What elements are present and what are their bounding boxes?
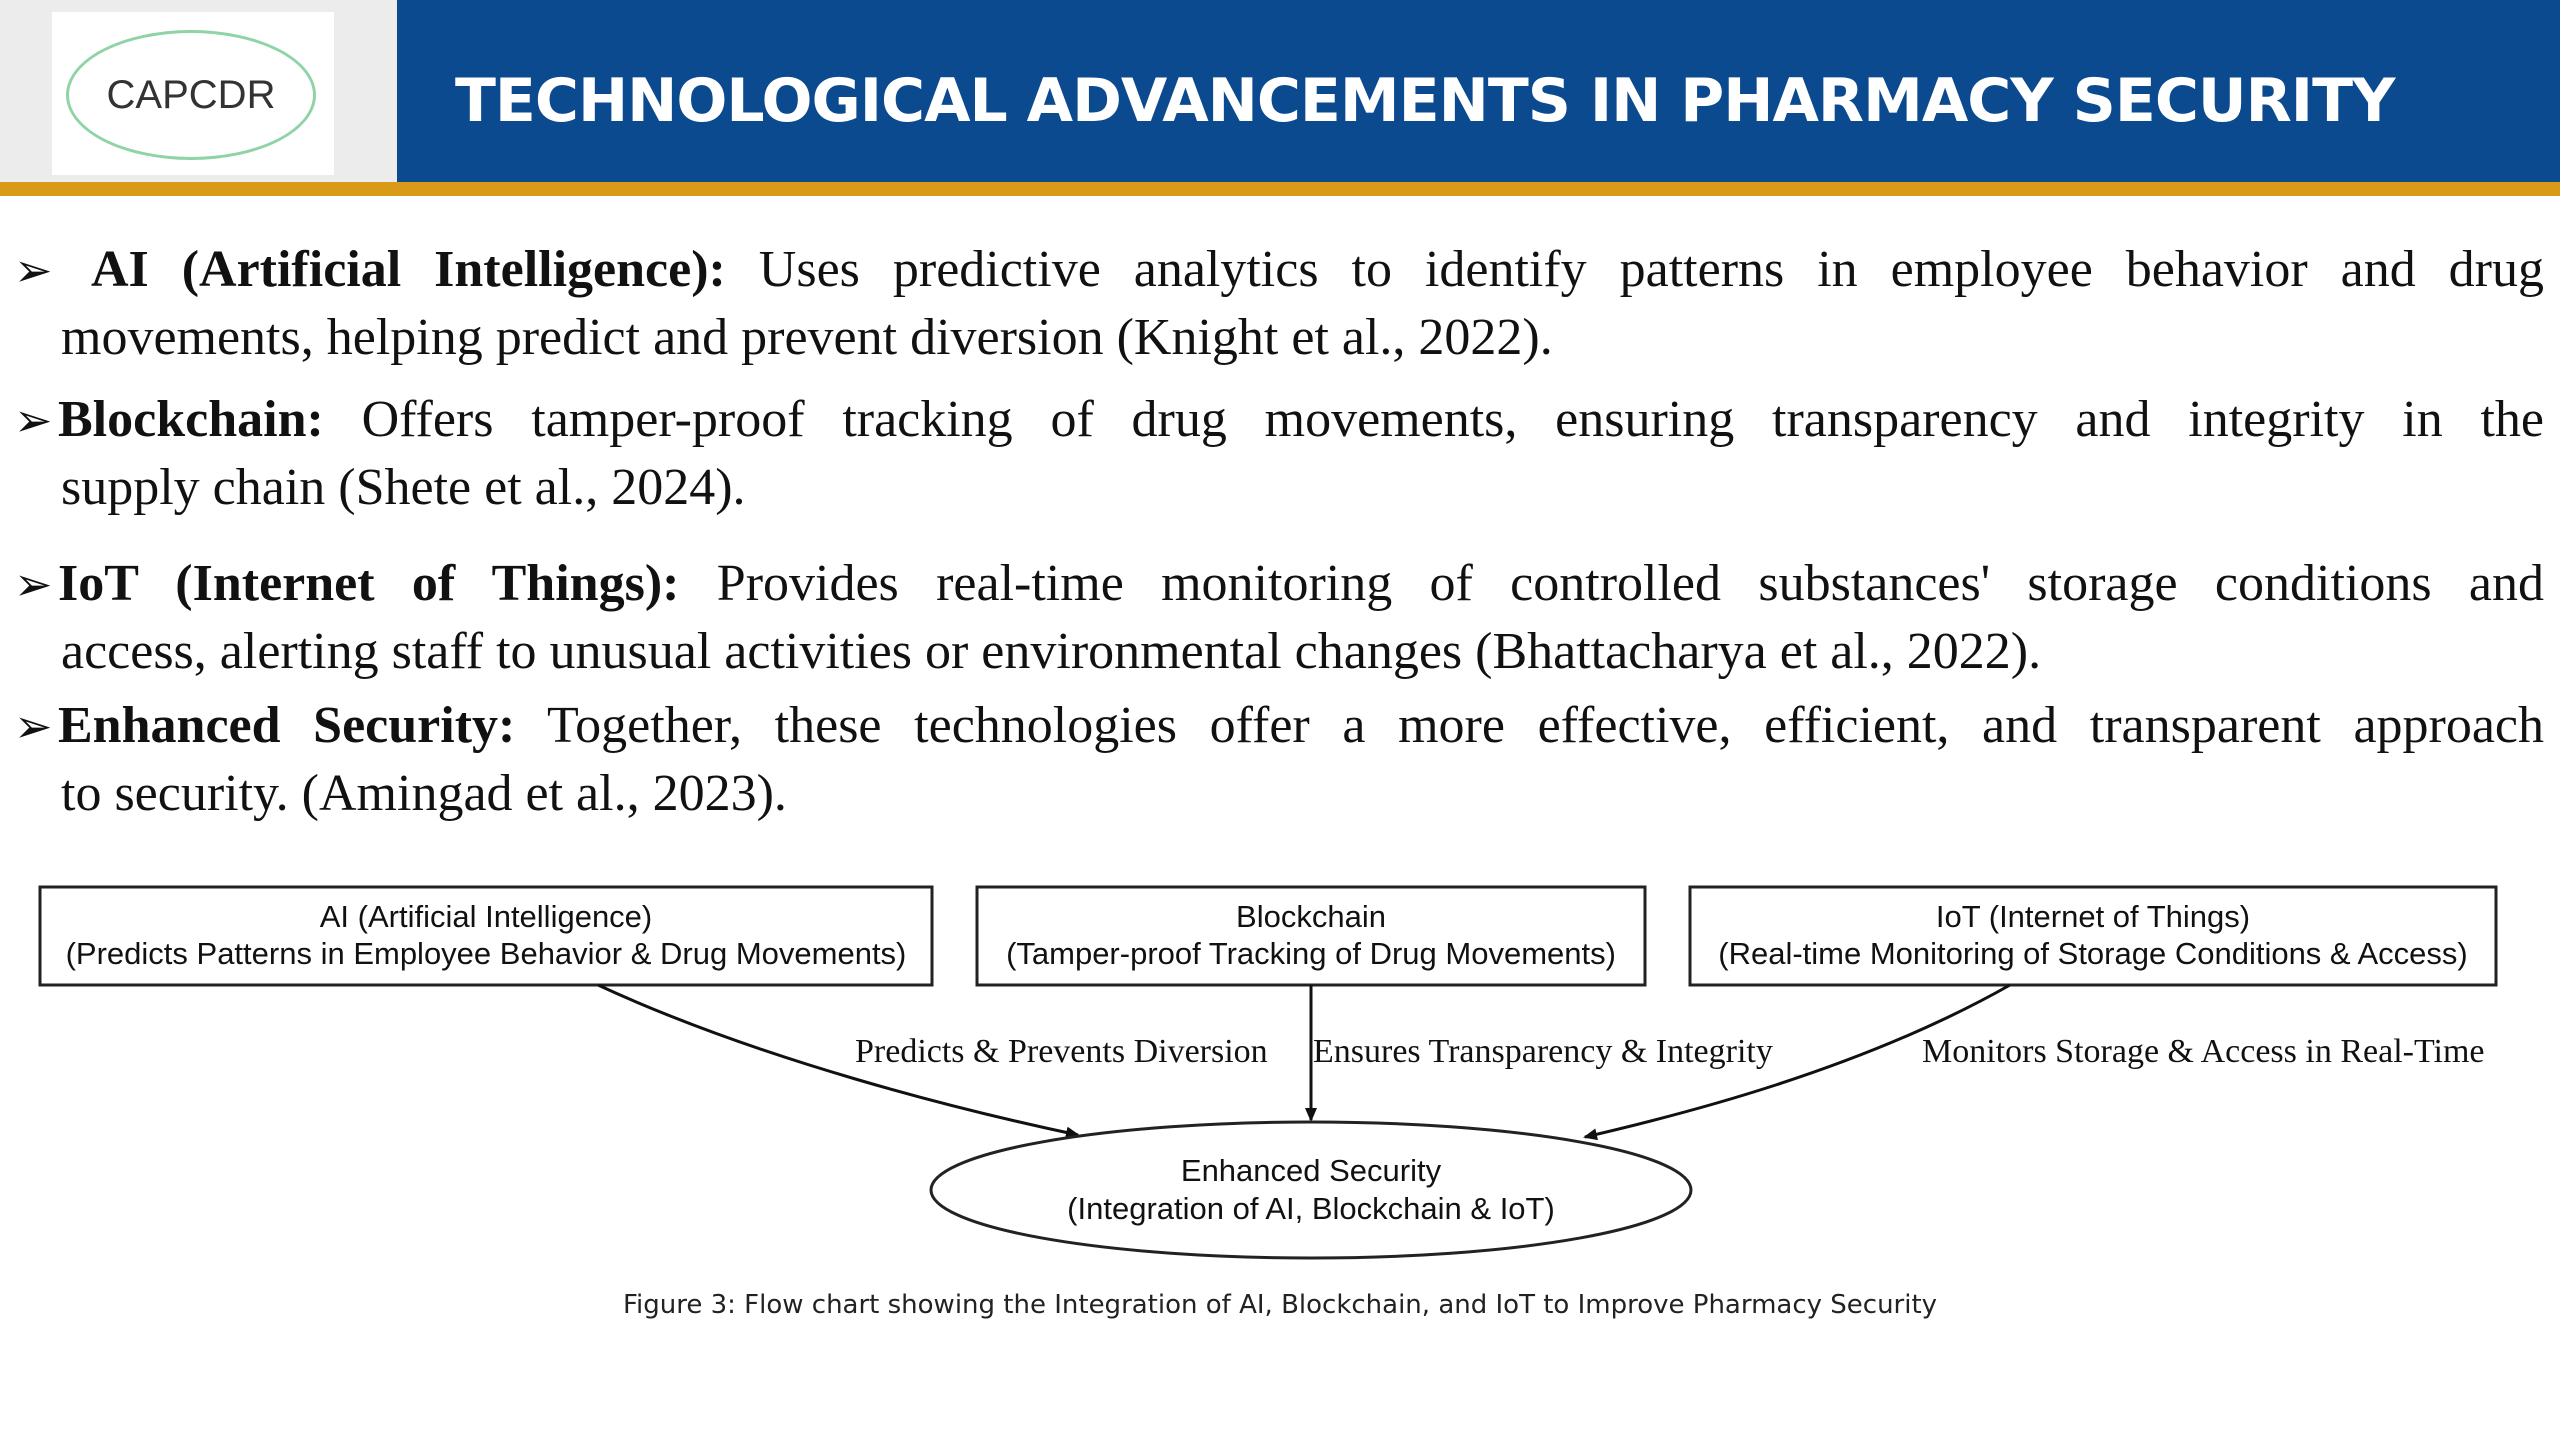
arrow-bullet-icon: ➢ bbox=[14, 699, 53, 753]
logo-text: CAPCDR bbox=[106, 72, 276, 117]
bullet-continuation: supply chain (Shete et al., 2024). bbox=[61, 459, 746, 516]
logo-oval bbox=[66, 30, 316, 160]
logo-panel bbox=[0, 0, 397, 182]
figure-caption: Figure 3: Flow chart showing the Integration of AI, Blockchain, and IoT to Improve Pharmacy Security bbox=[622, 1290, 1938, 1320]
node-ai-title: AI (Artificial Intelligence) bbox=[319, 899, 653, 934]
bullet-continuation: to security. (Amingad et al., 2023). bbox=[61, 765, 787, 822]
bullet-term: IoT (Internet of Things): bbox=[58, 555, 680, 612]
bullet-iot bbox=[14, 550, 2544, 686]
node-blockchain-title: Blockchain bbox=[1236, 899, 1386, 934]
bullet-continuation: movements, helping predict and prevent diversion (Knight et al., 2022). bbox=[61, 309, 1553, 366]
bullet-text: Together, these technologies offer a more effective, efficient, and transparent approach bbox=[515, 697, 2544, 754]
node-ai-subtitle: (Predicts Patterns in Employee Behavior & Drug Movements) bbox=[65, 936, 907, 971]
node-ai bbox=[40, 887, 932, 985]
bullet-term: Enhanced Security: bbox=[58, 697, 516, 754]
edge-label-ai: Predicts & Prevents Diversion bbox=[855, 1033, 1268, 1070]
node-enhanced-subtitle: (Integration of AI, Blockchain & IoT) bbox=[1067, 1191, 1555, 1226]
node-iot-subtitle: (Real-time Monitoring of Storage Conditions & Access) bbox=[1718, 936, 2468, 971]
node-enhanced-title: Enhanced Security bbox=[1180, 1153, 1442, 1188]
bullet-text: Uses predictive analytics to identify patterns in employee behavior and drug bbox=[725, 241, 2544, 298]
bullet-line bbox=[14, 550, 2544, 618]
bullet-line bbox=[14, 692, 2544, 760]
bullet-text: Offers tamper-proof tracking of drug movements, ensuring transparency and integrity in the bbox=[323, 391, 2544, 448]
accent-divider bbox=[0, 182, 2560, 196]
bullet-enhanced-security bbox=[14, 692, 2544, 828]
bullet-ai bbox=[14, 236, 2544, 372]
bullet-line bbox=[14, 236, 2544, 304]
node-blockchain bbox=[977, 887, 1645, 985]
logo bbox=[52, 12, 334, 175]
bullet-blockchain bbox=[14, 386, 2544, 522]
node-iot bbox=[1690, 887, 2496, 985]
title-bar bbox=[397, 0, 2560, 182]
flow-diagram bbox=[0, 860, 2560, 1300]
edge-label-blockchain: Ensures Transparency & Integrity bbox=[1313, 1033, 1773, 1070]
arrow-bullet-icon: ➢ bbox=[14, 243, 53, 297]
header bbox=[0, 0, 2560, 186]
arrow-bullet-icon: ➢ bbox=[14, 393, 53, 447]
node-enhanced-security bbox=[931, 1122, 1691, 1258]
bullet-term: Blockchain: bbox=[58, 391, 324, 448]
arrow-bullet-icon: ➢ bbox=[14, 557, 53, 611]
bullet-text: Provides real-time monitoring of controlled substances' storage conditions and bbox=[679, 555, 2544, 612]
node-iot-title: IoT (Internet of Things) bbox=[1935, 899, 2251, 934]
edge-label-iot: Monitors Storage & Access in Real-Time bbox=[1922, 1033, 2485, 1070]
bullet-line bbox=[14, 386, 2544, 454]
bullet-continuation: access, alerting staff to unusual activities or environmental changes (Bhattacharya et al., 2022). bbox=[61, 623, 2042, 680]
page-title: TECHNOLOGICAL ADVANCEMENTS IN PHARMACY SECURITY bbox=[455, 66, 2395, 136]
node-blockchain-subtitle: (Tamper-proof Tracking of Drug Movements) bbox=[1006, 936, 1616, 971]
bullet-term: AI (Artificial Intelligence): bbox=[90, 241, 726, 298]
